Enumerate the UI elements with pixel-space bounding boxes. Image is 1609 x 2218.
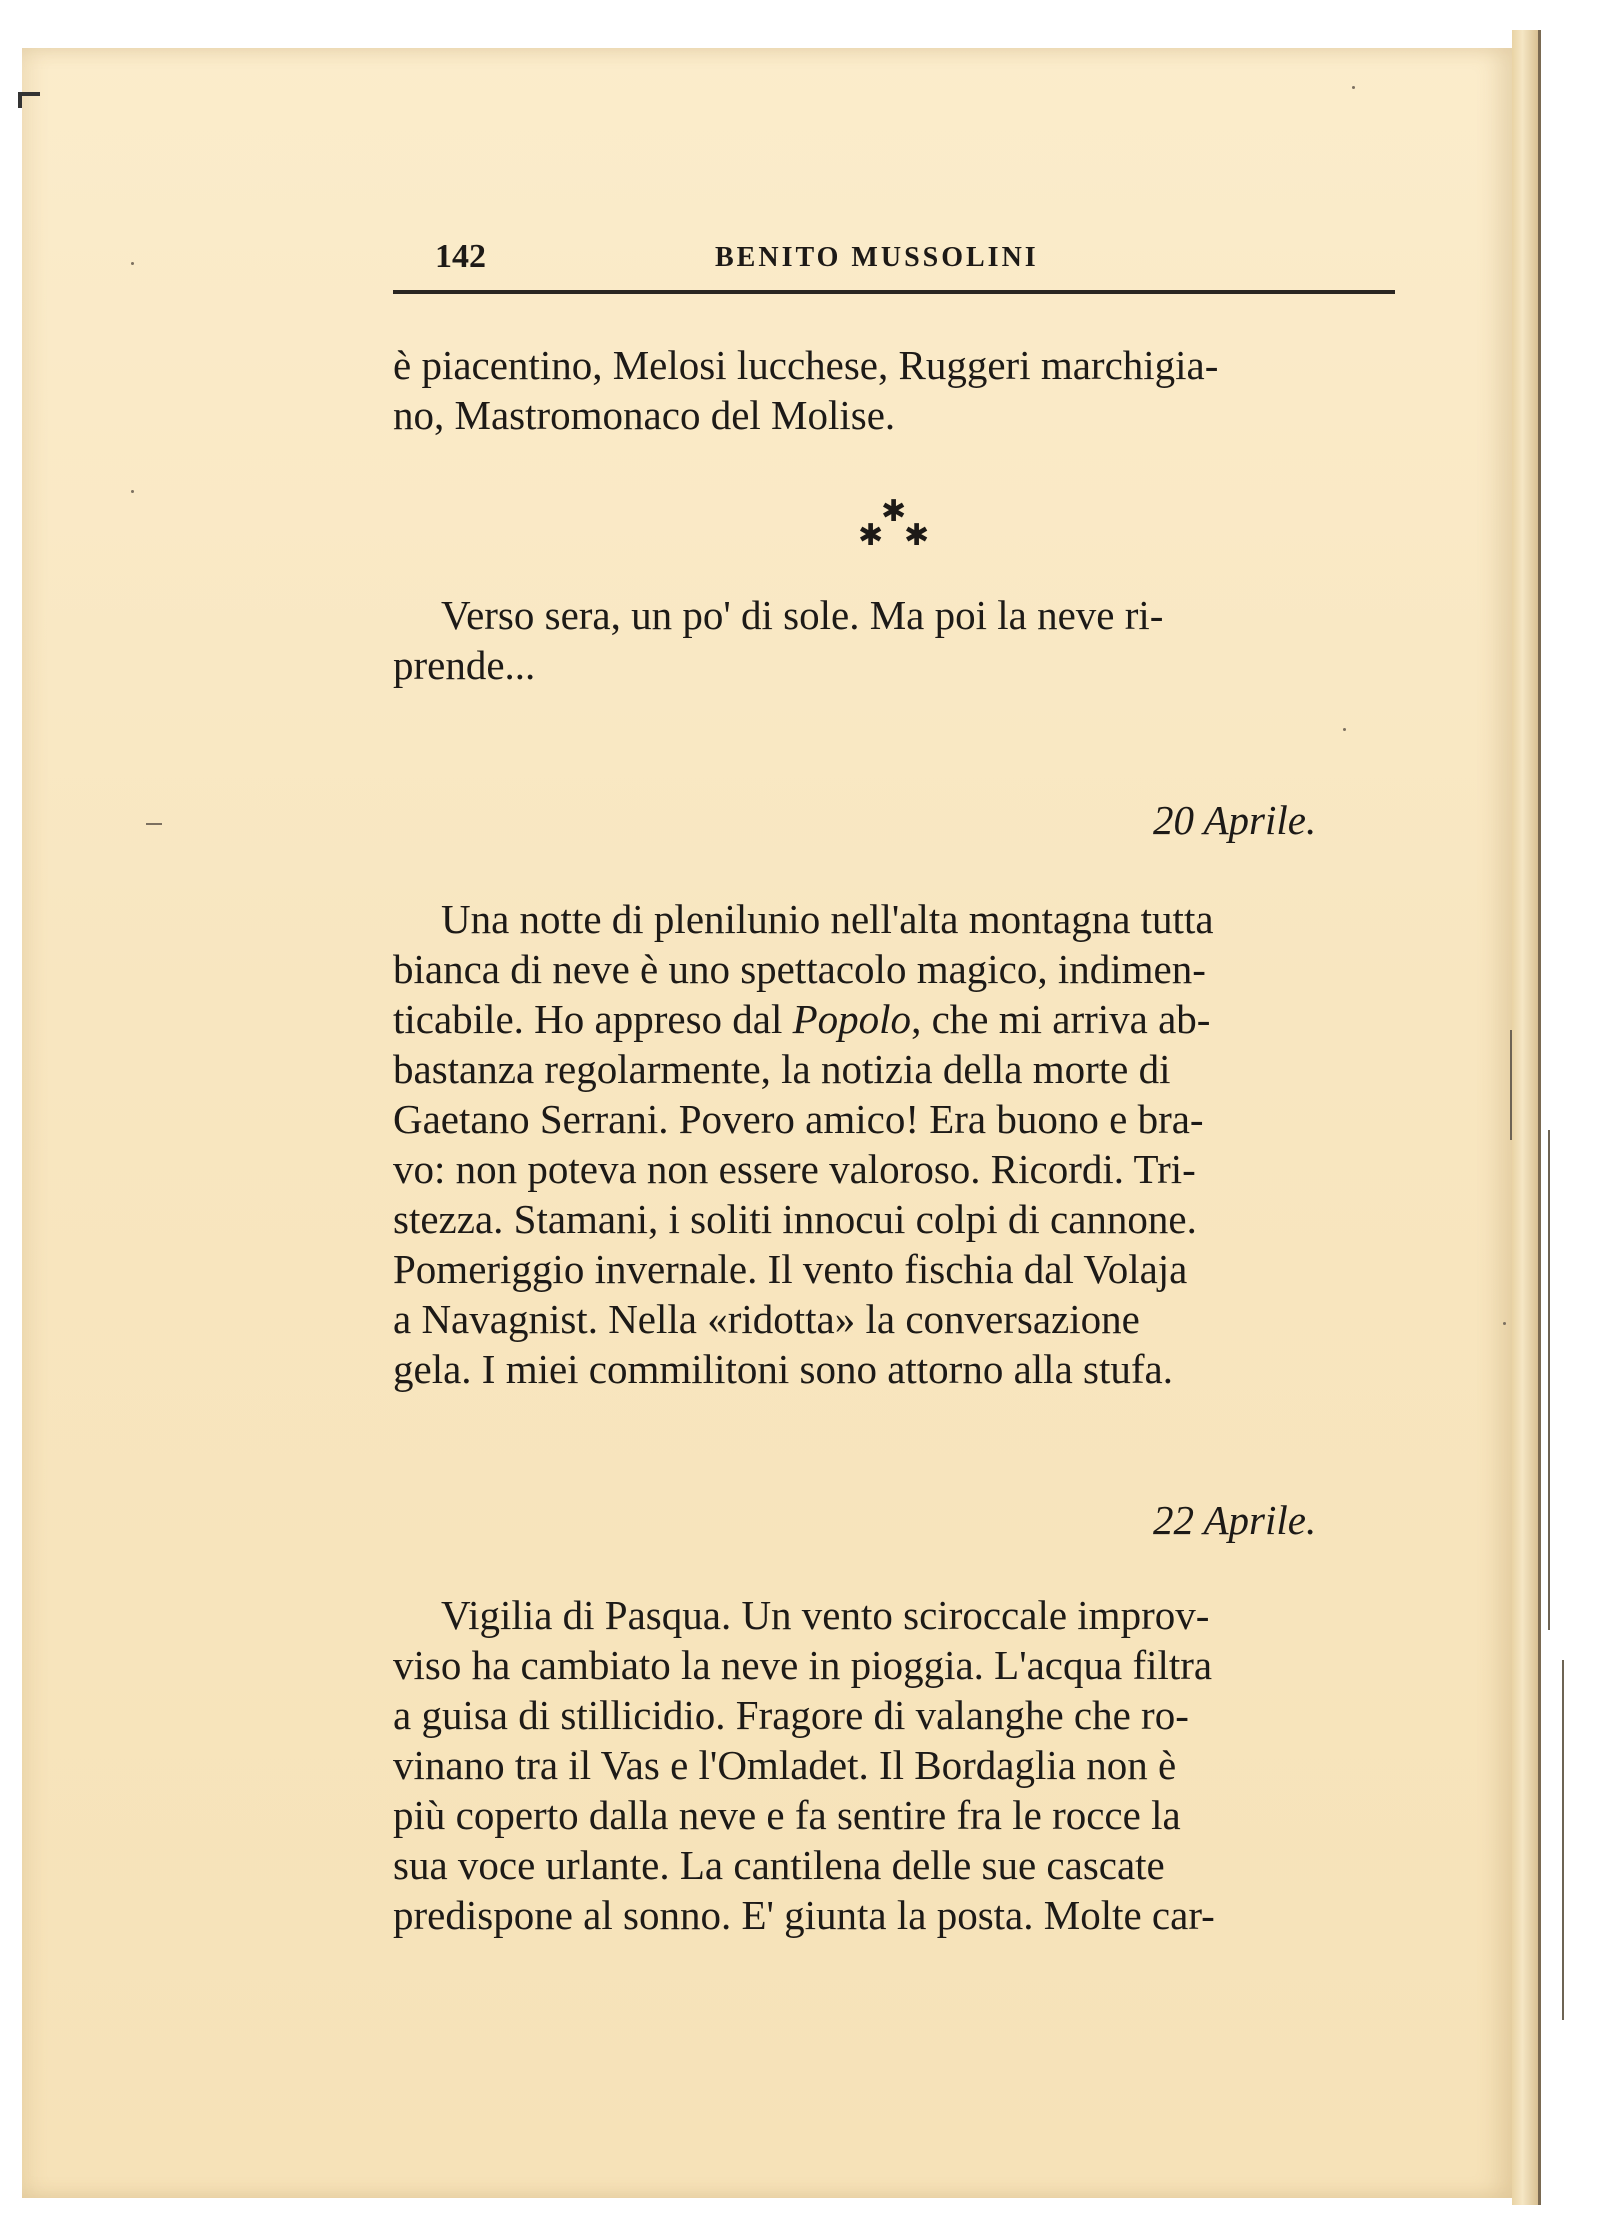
entry-date: 20 Aprile. bbox=[1153, 797, 1317, 843]
asterism-separator bbox=[848, 494, 948, 554]
scan-speck bbox=[146, 823, 162, 825]
text-line: Vigilia di Pasqua. Un vento sciroccale improv- bbox=[441, 1592, 1210, 1638]
text-line: Verso sera, un po' di sole. Ma poi la neve ri- bbox=[441, 592, 1164, 638]
text-line: è piacentino, Melosi lucchese, Ruggeri marchigia- bbox=[393, 342, 1219, 388]
scan-speck bbox=[1343, 728, 1346, 731]
scan-speck bbox=[1503, 1322, 1506, 1325]
text-line: Una notte di plenilunio nell'alta montagna tutta bbox=[441, 896, 1214, 942]
running-head: BENITO MUSSOLINI bbox=[715, 242, 1039, 273]
text-line: predispone al sonno. E' giunta la posta. Molte car- bbox=[393, 1892, 1215, 1938]
page-header bbox=[393, 238, 1395, 286]
paragraph-4 bbox=[393, 1590, 1395, 1940]
scan-corner-mark bbox=[18, 92, 40, 108]
text-line: vo: non poteva non essere valoroso. Ricordi. Tri- bbox=[393, 1146, 1196, 1192]
text-fragment: , che mi arriva ab- bbox=[911, 996, 1211, 1042]
margin-line bbox=[1510, 1030, 1512, 1140]
text-line: Gaetano Serrani. Povero amico! Era buono e bra- bbox=[393, 1096, 1204, 1142]
scan-speck bbox=[1352, 86, 1355, 89]
star-icon: ✱ bbox=[881, 494, 907, 529]
text-line: Pomeriggio invernale. Il vento fischia dal Volaja bbox=[393, 1246, 1188, 1292]
scan-speck bbox=[131, 262, 134, 265]
text-line bbox=[393, 994, 1395, 1044]
entry-date: 22 Aprile. bbox=[1153, 1497, 1317, 1543]
text-line: viso ha cambiato la neve in pioggia. L'acqua filtra bbox=[393, 1642, 1213, 1688]
header-rule bbox=[393, 290, 1395, 294]
text-line: no, Mastromonaco del Molise. bbox=[393, 392, 896, 438]
text-fragment: ticabile. Ho appreso dal bbox=[393, 996, 783, 1042]
scan-speck bbox=[131, 490, 134, 493]
paragraph-1 bbox=[393, 340, 1395, 440]
italic-title: Popolo bbox=[792, 996, 912, 1042]
margin-line bbox=[1562, 1660, 1564, 2020]
star-icon: ✱ bbox=[858, 518, 884, 553]
text-line: più coperto dalla neve e fa sentire fra le rocce la bbox=[393, 1792, 1181, 1838]
page-number: 142 bbox=[435, 238, 486, 275]
text-line: a guisa di stillicidio. Fragore di valanghe che ro- bbox=[393, 1692, 1189, 1738]
paragraph-3 bbox=[393, 894, 1395, 1394]
text-line: bianca di neve è uno spettacolo magico, indimen- bbox=[393, 946, 1206, 992]
star-icon: ✱ bbox=[904, 518, 930, 553]
text-line: vinano tra il Vas e l'Omladet. Il Bordaglia non è bbox=[393, 1742, 1177, 1788]
text-line: stezza. Stamani, i soliti innocui colpi di cannone. bbox=[393, 1196, 1197, 1242]
text-line: sua voce urlante. La cantilena delle sue cascate bbox=[393, 1842, 1165, 1888]
text-line: a Navagnist. Nella «ridotta» la conversazione bbox=[393, 1296, 1140, 1342]
paragraph-2 bbox=[393, 590, 1395, 690]
margin-line bbox=[1548, 1130, 1550, 1630]
page-edge bbox=[1512, 30, 1541, 2205]
text-line: prende... bbox=[393, 642, 536, 688]
text-line: gela. I miei commilitoni sono attorno alla stufa. bbox=[393, 1346, 1173, 1392]
text-line: bastanza regolarmente, la notizia della morte di bbox=[393, 1046, 1171, 1092]
